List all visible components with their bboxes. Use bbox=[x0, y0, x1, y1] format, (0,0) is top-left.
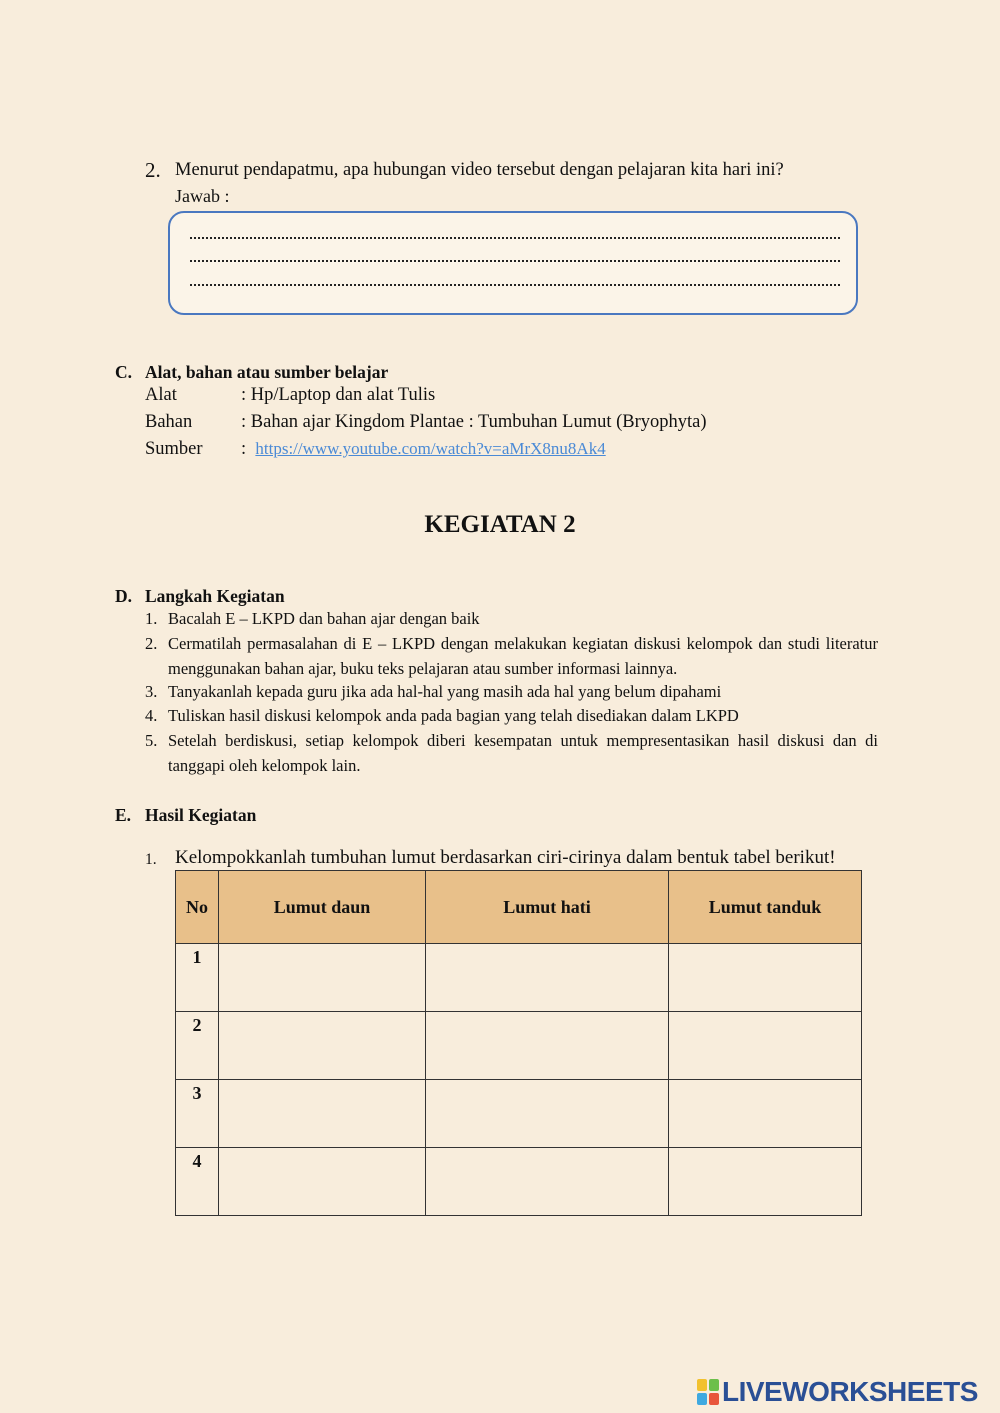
step-number: 4. bbox=[145, 706, 158, 725]
table-row bbox=[176, 1012, 862, 1080]
item-text: Kelompokkanlah tumbuhan lumut berdasarkan ciri-cirinya dalam bentuk tabel berikut! bbox=[175, 847, 836, 868]
cell-lumut-daun[interactable] bbox=[219, 1148, 426, 1216]
header-lumut-daun: Lumut daun bbox=[219, 871, 426, 944]
item-number: 1. bbox=[145, 851, 157, 868]
answer-line-1 bbox=[190, 237, 840, 239]
table-row bbox=[176, 1148, 862, 1216]
cell-lumut-daun[interactable] bbox=[219, 944, 426, 1012]
row-number: 1 bbox=[176, 944, 219, 1012]
kegiatan-heading: KEGIATAN 2 bbox=[424, 511, 576, 538]
youtube-link[interactable]: https://www.youtube.com/watch?v=aMrX8nu8Ak4 bbox=[255, 439, 606, 458]
step-text: Cermatilah permasalahan di E – LKPD dengan melakukan kegiatan diskusi kelompok dan studi literatur menggunakan bahan ajar, buku teks pelajaran atau sumber informasi lainnya. bbox=[168, 634, 878, 678]
sumber-label: Sumber bbox=[145, 439, 203, 459]
question-text: Menurut pendapatmu, apa hubungan video tersebut dengan pelajaran kita hari ini? bbox=[175, 160, 784, 180]
liveworksheets-logo bbox=[697, 1376, 978, 1408]
logo-icon bbox=[697, 1379, 719, 1405]
answer-label: Jawab : bbox=[175, 186, 230, 206]
cell-lumut-tanduk[interactable] bbox=[669, 944, 862, 1012]
cell-lumut-tanduk[interactable] bbox=[669, 1012, 862, 1080]
step-text: Bacalah E – LKPD dan bahan ajar dengan baik bbox=[168, 609, 480, 628]
header-no: No bbox=[176, 871, 219, 944]
section-d-title: Langkah Kegiatan bbox=[145, 586, 285, 606]
cell-lumut-tanduk[interactable] bbox=[669, 1148, 862, 1216]
section-d-letter: D. bbox=[115, 586, 133, 606]
sumber-value bbox=[241, 439, 606, 460]
cell-lumut-tanduk[interactable] bbox=[669, 1080, 862, 1148]
alat-value: : Hp/Laptop dan alat Tulis bbox=[241, 385, 436, 405]
table-row bbox=[176, 944, 862, 1012]
cell-lumut-hati[interactable] bbox=[426, 1148, 669, 1216]
step-text: Tuliskan hasil diskusi kelompok anda pada bagian yang telah disediakan dalam LKPD bbox=[168, 706, 739, 725]
classification-table bbox=[175, 870, 862, 1216]
table-row bbox=[176, 1080, 862, 1148]
answer-box[interactable] bbox=[168, 211, 858, 315]
header-lumut-tanduk: Lumut tanduk bbox=[669, 871, 862, 944]
cell-lumut-hati[interactable] bbox=[426, 1080, 669, 1148]
table-header-row bbox=[176, 871, 862, 944]
step-number: 2. bbox=[145, 634, 158, 653]
bahan-value: : Bahan ajar Kingdom Plantae : Tumbuhan Lumut (Bryophyta) bbox=[241, 412, 707, 432]
step-text: Tanyakanlah kepada guru jika ada hal-hal yang masih ada hal yang belum dipahami bbox=[168, 682, 722, 701]
row-number: 3 bbox=[176, 1080, 219, 1148]
sumber-colon: : bbox=[241, 439, 247, 459]
step-text: Setelah berdiskusi, setiap kelompok diberi kesempatan untuk mempresentasikan hasil diskusi dan di tanggapi oleh kelompok lain. bbox=[168, 731, 878, 775]
cell-lumut-hati[interactable] bbox=[426, 1012, 669, 1080]
answer-line-3 bbox=[190, 284, 840, 286]
section-e-title: Hasil Kegiatan bbox=[145, 805, 257, 825]
row-number: 2 bbox=[176, 1012, 219, 1080]
cell-lumut-daun[interactable] bbox=[219, 1012, 426, 1080]
header-lumut-hati: Lumut hati bbox=[426, 871, 669, 944]
step-number: 1. bbox=[145, 609, 158, 628]
section-e-letter: E. bbox=[115, 805, 132, 825]
section-c-letter: C. bbox=[115, 362, 133, 382]
bahan-label: Bahan bbox=[145, 412, 193, 432]
row-number: 4 bbox=[176, 1148, 219, 1216]
logo-text: LIVEWORKSHEETS bbox=[722, 1376, 978, 1407]
cell-lumut-daun[interactable] bbox=[219, 1080, 426, 1148]
answer-line-2 bbox=[190, 260, 840, 262]
question-number: 2. bbox=[145, 158, 161, 182]
step-number: 3. bbox=[145, 682, 158, 701]
cell-lumut-hati[interactable] bbox=[426, 944, 669, 1012]
alat-label: Alat bbox=[145, 385, 177, 405]
step-number: 5. bbox=[145, 731, 158, 750]
section-c-title: Alat, bahan atau sumber belajar bbox=[145, 362, 389, 382]
